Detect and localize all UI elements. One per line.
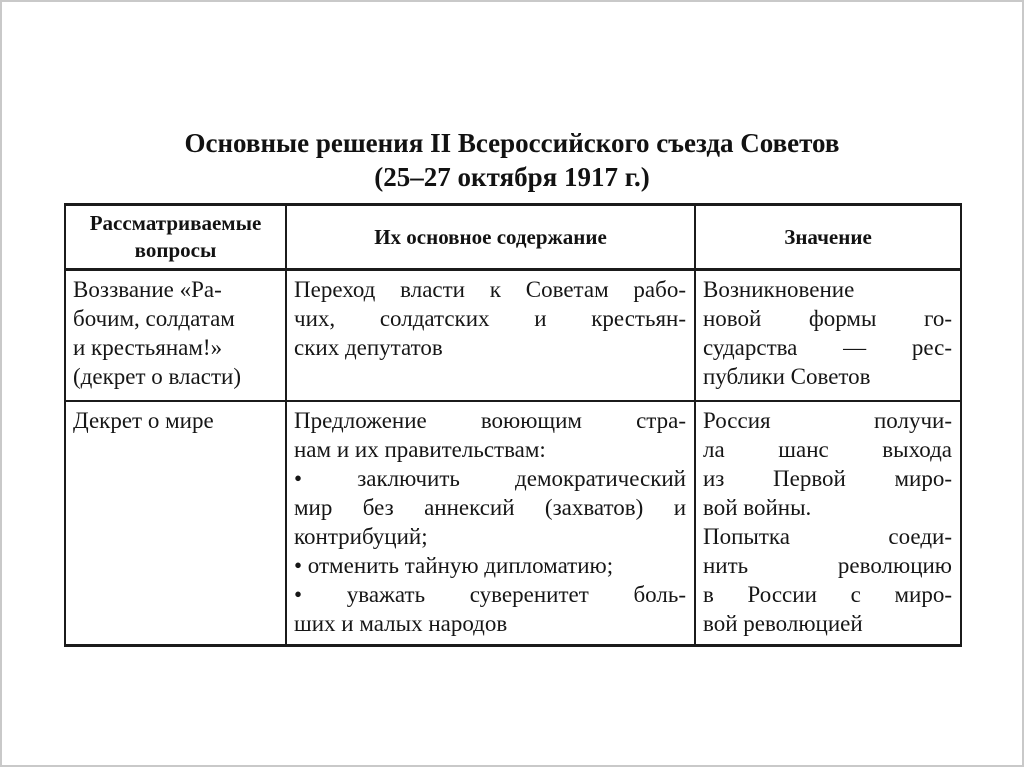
decisions-table [64,203,962,647]
cell-line: новой формы го- [703,306,952,331]
cell-line: в России с миро- [703,581,952,607]
cell-line: ших и малых народов [294,610,508,636]
cell-line: ла шанс выхода [703,436,952,462]
cell-line: публики Советов [703,364,871,389]
cell-significance-power [695,270,961,401]
title-line-1: Основные решения II Всероссийского съезда Советов [184,128,840,158]
cell-line: • отменить тайную дипломатию; [294,552,614,578]
cell-line: вой революцией [703,610,863,636]
cell-line: нить революцию [703,552,952,578]
page-title [64,126,960,194]
table-header-row [65,205,961,270]
cell-line: Воззвание «Ра- [73,277,222,302]
cell-paragraph [73,275,277,391]
cell-paragraph [294,275,686,362]
table-row-decree-on-peace [65,401,961,646]
cell-line: Переход власти к Советам рабо- [294,277,686,302]
column-header-significance: Значение [695,205,961,270]
cell-line: • уважать суверенитет боль- [294,581,686,607]
cell-line: из Первой миро- [703,465,952,491]
title-line-2: (25–27 октября 1917 г.) [374,162,650,192]
cell-question-peace [65,401,286,646]
cell-paragraph [294,406,686,464]
cell-paragraph [703,406,952,522]
cell-content-power [286,270,695,401]
cell-line: сударства — рес- [703,335,952,360]
cell-line: и крестьянам!» [73,335,223,360]
cell-line: Декрет о мире [73,407,214,433]
cell-line: Россия получи- [703,407,952,433]
cell-significance-peace [695,401,961,646]
cell-paragraph [294,464,686,551]
cell-content-peace [286,401,695,646]
cell-line: Возникновение [703,277,855,302]
cell-line: чих, солдатских и крестьян- [294,306,686,331]
column-header-content: Их основное содержание [286,205,695,270]
cell-paragraph [703,522,952,638]
cell-line: контрибуций; [294,523,428,549]
cell-paragraph [73,406,277,435]
cell-paragraph [294,551,686,580]
cell-line: ских депутатов [294,335,443,360]
cell-line: нам и их правительствам: [294,436,546,462]
cell-paragraph [294,580,686,638]
cell-line: вой войны. [703,494,812,520]
cell-line: Попытка соеди- [703,523,952,549]
cell-line: мир без аннексий (захватов) и [294,494,686,520]
cell-line: (декрет о власти) [73,364,241,389]
table-row-decree-on-power [65,270,961,401]
cell-paragraph [703,275,952,391]
cell-line: Предложение воюющим стра- [294,407,686,433]
cell-line: бочим, солдатам [73,306,235,331]
cell-line: • заключить демократический [294,465,686,491]
cell-question-power [65,270,286,401]
column-header-questions: Рассматриваемые вопросы [65,205,286,270]
